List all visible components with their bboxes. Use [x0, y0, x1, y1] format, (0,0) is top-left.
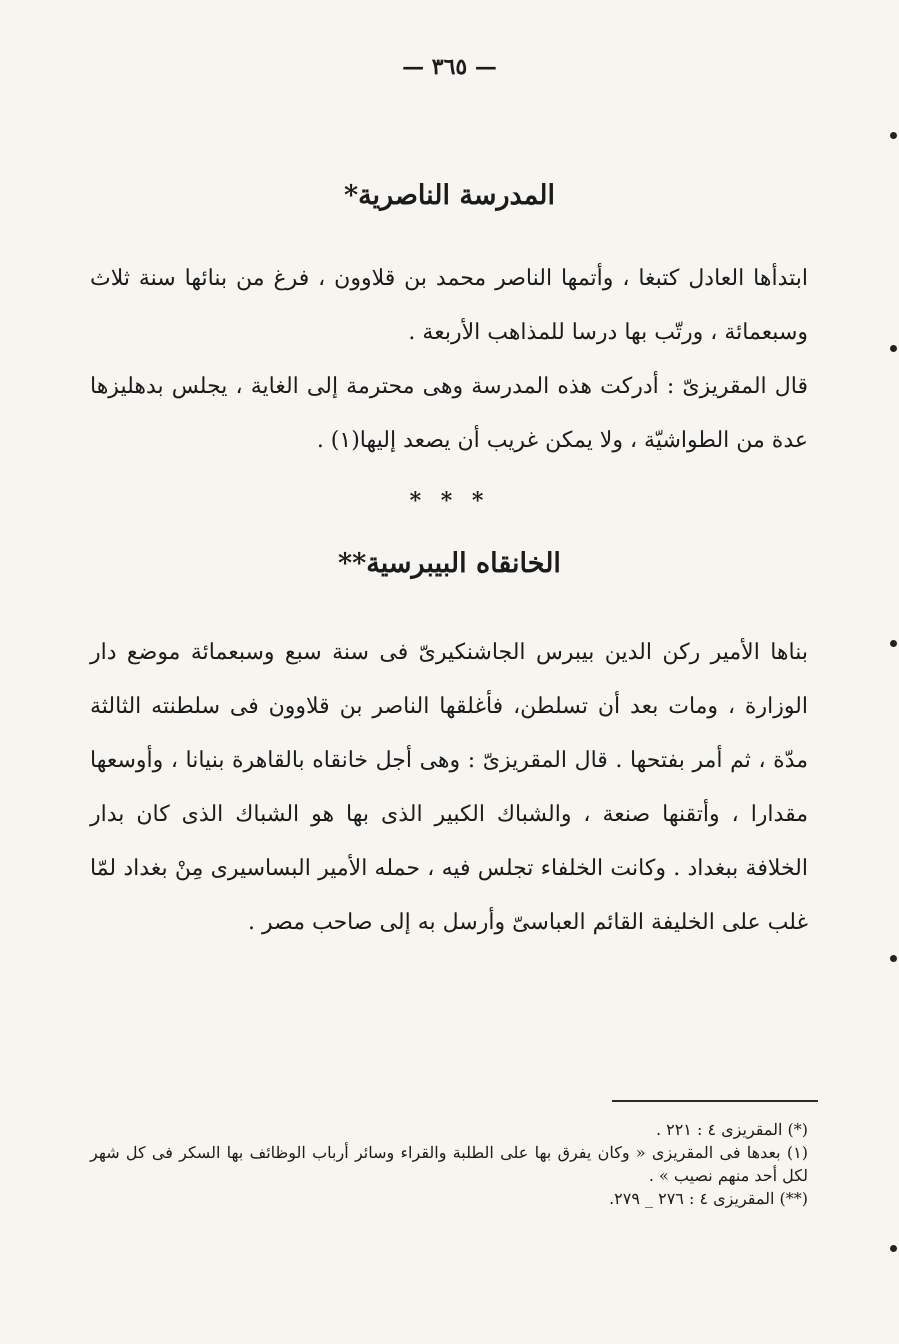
scan-edge-mark	[890, 640, 897, 647]
footnote-3: (**) المقريزى ٤ : ٢٧٦ _ ٢٧٩.	[609, 1189, 808, 1208]
scan-edge-mark	[890, 1245, 897, 1252]
footnote-1: (*) المقريزى ٤ : ٢٢١ .	[655, 1120, 808, 1139]
scan-edge-mark	[890, 345, 897, 352]
paragraph-madrasa-maqrizi: قال المقريزىّ : أدركت هذه المدرسة وهى محترمة إلى الغاية ، يجلس بدهليزها عدة من الطواشيّة ، ولا يمكن غريب أن يصعد إليها(١) .	[90, 374, 808, 453]
scan-edge-mark	[890, 132, 897, 139]
paragraph-khanqah: بناها الأمير ركن الدين بيبرس الجاشنكيرىّ فى سنة سبع وسبعمائة موضع دار الوزارة ، ومات بعد أن تسلطن، فأغلقها الناصر بن قلاوون فى سلطنته الثالثة مدّة ، ثم أمر بفتحها . قال المقريزىّ : وهى أجل خانقاه بالقاهرة بنيانا ، وأوسعها مقدارا ، وأتقنها صنعة ، والشباك الكبير الذى بها هو الشباك الذى كان بدار الخلافة ببغداد . وكانت الخلفاء تجلس فيه ، حمله الأمير البساسيرى مِنْ بغداد لمّا غلب على الخليفة القائم العباسىّ وأرسل به إلى صاحب مصر .	[90, 640, 809, 935]
footnote-2: (١) بعدها فى المقريزى « وكان يفرق بها على الطلبة والقراء وسائر أرباب الوظائف بها السكر فى كل شهر لكل أحد منهم نصيب » .	[90, 1143, 808, 1185]
paragraph-madrasa-intro: ابتدأها العادل كتبغا ، وأتمها الناصر محمد بن قلاوون ، فرغ من بنائها سنة ثلاث وسبعمائة ، ورتّب بها درسا للمذاهب الأربعة .	[90, 266, 808, 345]
page-number: — ٣٦٥ —	[402, 54, 497, 80]
section-title-madrasa-nasiriyya: المدرسة الناصرية*	[343, 180, 556, 211]
footnote-rule	[612, 1100, 818, 1102]
section-separator: * * *	[409, 488, 490, 514]
scan-edge-mark	[890, 955, 897, 962]
footnotes	[90, 1118, 808, 1210]
section-title-khanqah-baybarsiyya: الخانقاه البيبرسية**	[338, 548, 561, 579]
